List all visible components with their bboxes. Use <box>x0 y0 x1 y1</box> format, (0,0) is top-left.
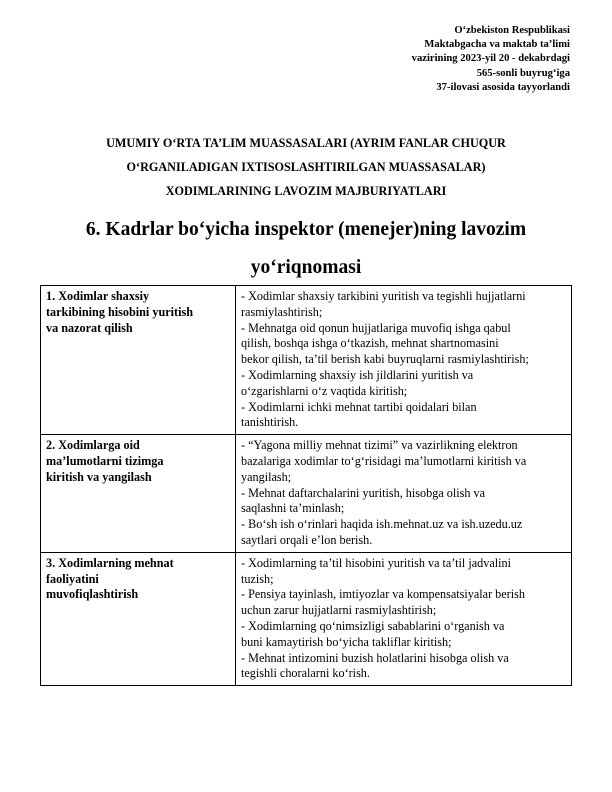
duty-task-line: - Xodimlarning shaxsiy ish jildlarini yuritish va <box>241 367 474 382</box>
duty-task-line: tegishli choralarni ko‘rish. <box>241 666 370 681</box>
duty-task-line: o‘zgarishlarni o‘z vaqtida kiritish; <box>241 383 408 398</box>
duty-task-line: - Xodimlarning ta’til hisobini yuritish va ta’til jadvalini <box>241 555 512 570</box>
duty-task-line: - Mehnat daftarchalarini yuritish, hisobga olish va <box>241 485 486 500</box>
duty-task-line: uchun zarur hujjatlarni rasmiylashtirish; <box>241 603 437 618</box>
duty-task-line: - Xodimlar shaxsiy tarkibini yuritish va tegishli hujjatlarni <box>241 289 526 303</box>
duty-area-line: 3. Xodimlarning mehnat <box>46 555 174 570</box>
duty-area-cell <box>41 435 236 553</box>
duty-task-line: - Mehnatga oid qonun hujjatlariga muvofiq ishga qabul <box>241 320 511 335</box>
approval-note-line: Maktabgacha va maktab ta’limi <box>424 39 570 51</box>
duty-task-line: - Xodimlarning qo‘nimsizligi sabablarini o‘rganish va <box>241 618 505 633</box>
table-row <box>41 552 572 685</box>
duty-task-line: buni kamaytirish bo‘yicha takliflar kiritish; <box>241 634 452 649</box>
duty-tasks-cell <box>236 552 572 685</box>
approval-note-line: 565-sonli buyrug‘iga <box>476 67 570 79</box>
approval-note <box>412 24 570 95</box>
duty-task-line: qilish, boshqa ishga o‘tkazish, mehnat shartnomasini <box>241 336 499 351</box>
duty-tasks-cell <box>236 435 572 553</box>
duty-area-cell <box>41 286 236 435</box>
duty-task-line: - Mehnat intizomini buzish holatlarini hisobga olish va <box>241 650 509 665</box>
duty-area-line: ma’lumotlarni tizimga <box>46 453 164 468</box>
duty-task-line: tuzish; <box>241 571 274 586</box>
duty-task-line: - Pensiya tayinlash, imtiyozlar va kompensatsiyalar berish <box>241 587 525 602</box>
duty-task-line: tanishtirish. <box>241 415 299 430</box>
duty-area-line: muvofiqlashtirish <box>46 587 139 602</box>
duties-table <box>40 285 572 686</box>
duty-area-cell <box>41 552 236 685</box>
section-title <box>40 211 572 287</box>
duty-area-line: 2. Xodimlarga oid <box>46 438 140 453</box>
document-title-line: O‘RGANILADIGAN IXTISOSLASHTIRILGAN MUASSASALAR) <box>126 160 486 174</box>
duty-task-line: saqlashni ta’minlash; <box>241 501 345 516</box>
section-title-line: 6. Kadrlar bo‘yicha inspektor (menejer)ning lavozim <box>85 219 527 240</box>
approval-note-line: vazirining 2023-yil 20 - dekabrdagi <box>411 53 570 65</box>
duty-area-line: faoliyatini <box>46 571 99 586</box>
section-title-line: yo‘riqnomasi <box>250 257 362 278</box>
duty-area-line: kiritish va yangilash <box>46 469 152 484</box>
duty-area-line: tarkibining hisobini yuritish <box>46 304 193 319</box>
duty-task-line: rasmiylashtirish; <box>241 304 323 319</box>
duty-task-line: - Bo‘sh ish o‘rinlari haqida ish.mehnat.uz va ish.uzedu.uz <box>241 517 523 532</box>
table-row <box>41 286 572 435</box>
approval-note-line: O‘zbekiston Respublikasi <box>454 25 570 36</box>
document-title-line: XODIMLARINING LAVOZIM MAJBURIYATLARI <box>165 184 447 198</box>
duty-task-line: saytlari orqali e’lon berish. <box>241 532 373 547</box>
duty-area-line: 1. Xodimlar shaxsiy <box>46 289 150 303</box>
duty-task-line: - Xodimlarni ichki mehnat tartibi qoidalari bilan <box>241 399 477 414</box>
duty-task-line: bekor qilish, ta’til berish kabi buyruqlarni rasmiylashtirish; <box>241 352 529 367</box>
table-row <box>41 435 572 553</box>
duty-task-line: - “Yagona milliy mehnat tizimi” va vazirlikning elektron <box>241 438 518 453</box>
document-title-line: UMUMIY O‘RTA TA’LIM MUASSASALARI (AYRIM FANLAR CHUQUR <box>106 136 506 150</box>
duty-tasks-cell <box>236 286 572 435</box>
duty-area-line: va nazorat qilish <box>46 320 133 335</box>
duty-task-line: bazalariga xodimlar to‘g‘risidagi ma’lumotlarni kiritish va <box>241 453 527 468</box>
document-title <box>40 131 572 203</box>
duty-task-line: yangilash; <box>241 469 292 484</box>
approval-note-line: 37-ilovasi asosida tayyorlandi <box>436 81 570 93</box>
